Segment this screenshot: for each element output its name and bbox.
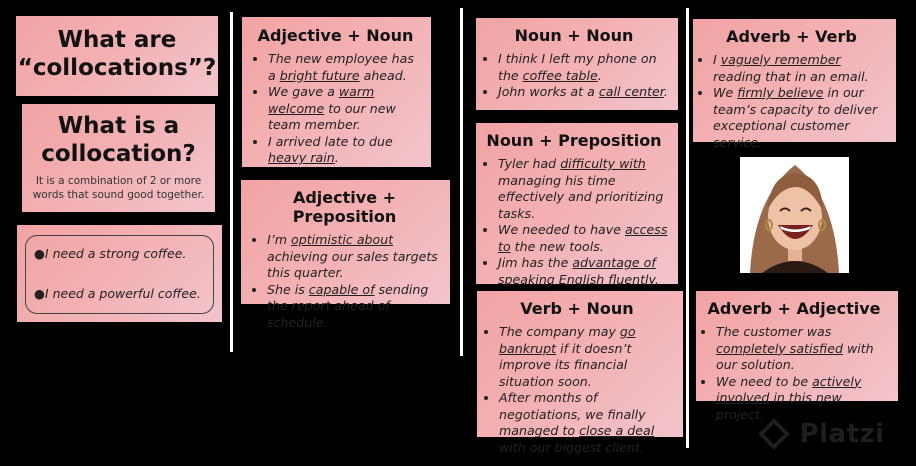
example-sentence xyxy=(498,255,670,288)
sentence-text: . xyxy=(334,150,339,165)
card-title-adjective-noun: Adjective + Noun xyxy=(257,26,414,45)
card-adverb-verb xyxy=(693,19,896,150)
sentence-text: After months of negotiations, we finally managed to xyxy=(499,390,646,438)
sentence-text: The new employee has a xyxy=(268,51,414,83)
sentence-text: in our team’s capacity to deliver exceptional customer service. xyxy=(713,85,878,150)
sentence-text: if it doesn’t improve its financial situation soon. xyxy=(499,340,632,389)
collocation-definition: It is a combination of 2 or more words that sound good together. xyxy=(32,175,205,201)
card-title-adverb-adjective: Adverb + Adjective xyxy=(707,299,881,318)
example-sentence xyxy=(499,324,675,390)
sentence-text: managing his time effectively and prioritizing tasks. xyxy=(498,172,664,221)
teacher-photo xyxy=(740,157,849,273)
examples-noun-preposition xyxy=(478,156,670,288)
platzi-wordmark: Platzi xyxy=(799,419,885,449)
sentence-text: reading that in an email. xyxy=(713,68,869,84)
sentence-text: She is xyxy=(267,281,309,297)
example-sentence xyxy=(268,134,423,167)
card-title-noun-noun: Noun + Noun xyxy=(514,26,634,45)
example-card xyxy=(17,225,222,322)
card-adjective-preposition xyxy=(241,180,450,330)
example-sentence xyxy=(498,222,670,255)
example-sentence xyxy=(713,52,890,85)
example-sentence xyxy=(267,232,442,282)
example-sentence xyxy=(268,51,423,84)
example-sentence xyxy=(716,374,892,424)
examples-noun-noun xyxy=(478,51,670,101)
sentence-text: in this new project. xyxy=(716,390,842,422)
examples-adjective-noun xyxy=(248,51,423,167)
collocation-highlight: close a deal xyxy=(579,423,655,438)
laughing-woman-illustration xyxy=(740,157,849,273)
examples-verb-noun xyxy=(479,324,675,456)
card-noun-noun xyxy=(476,18,678,110)
example-sentence xyxy=(713,85,890,151)
example-sentence xyxy=(268,84,423,134)
sentence-text: John works at a xyxy=(498,84,599,99)
example-sentence xyxy=(499,390,675,456)
collocation-highlight: actively involved xyxy=(716,373,862,405)
example-sentence xyxy=(498,84,670,101)
collocation-highlight: coffee table xyxy=(522,67,598,83)
collocation-highlight: completely satisfied xyxy=(716,340,843,356)
sentence-text: I xyxy=(713,52,721,67)
collocation-highlight: firmly believe xyxy=(737,85,824,100)
sentence-text: the new tools. xyxy=(510,238,604,254)
example-strong-coffee: ●I need a strong coffee. xyxy=(34,246,187,261)
platzi-logo-icon xyxy=(758,418,790,450)
card-adjective-noun xyxy=(242,17,431,167)
collocation-highlight: access to xyxy=(498,222,668,254)
card-adverb-adjective xyxy=(696,291,898,422)
sentence-text: speaking English fluently. xyxy=(498,271,660,287)
collocation-highlight: heavy rain xyxy=(268,150,335,165)
sentence-text: I think I left my phone on the xyxy=(498,51,657,83)
card-verb-noun xyxy=(477,291,683,455)
examples-adjective-preposition xyxy=(247,232,442,331)
collocation-highlight: call center xyxy=(598,84,664,99)
example-sentence xyxy=(498,51,670,84)
sentence-text: We needed to have xyxy=(498,222,625,237)
column-divider-3 xyxy=(686,8,689,448)
collocation-highlight: optimistic about xyxy=(291,232,394,247)
question-singular: What is a collocation? xyxy=(41,113,196,167)
question-plural: What are “collocations”? xyxy=(17,27,217,81)
sentence-text: We xyxy=(713,85,738,100)
card-title-adjective-preposition: Adjective + Preposition xyxy=(292,188,397,226)
sentence-text: achieving our sales targets this quarter. xyxy=(267,248,438,280)
sentence-text: The company may xyxy=(499,324,620,339)
collocation-highlight: bright future xyxy=(279,67,360,83)
examples-adverb-adjective xyxy=(696,324,892,423)
sentence-text: Jim has the xyxy=(498,255,573,270)
card-noun-preposition xyxy=(476,123,678,287)
sentence-text: . xyxy=(597,67,602,83)
column-divider-1 xyxy=(230,12,233,352)
example-box xyxy=(25,235,214,314)
sentence-text: I arrived late to due xyxy=(268,133,393,149)
sentence-text: Tyler had xyxy=(498,156,561,171)
collocation-highlight: warm welcome xyxy=(268,84,375,116)
card-title-noun-preposition: Noun + Preposition xyxy=(486,131,662,150)
sentence-text: I’m xyxy=(267,232,291,247)
sentence-text: . xyxy=(663,84,668,99)
example-sentence xyxy=(716,324,892,374)
column-divider-2 xyxy=(460,8,463,356)
sentence-text: We need to be xyxy=(716,373,813,389)
example-sentence xyxy=(267,282,442,332)
example-sentence xyxy=(498,156,670,222)
collocation-highlight: go bankrupt xyxy=(499,324,636,356)
platzi-watermark xyxy=(758,418,885,450)
question-card-plural xyxy=(16,16,218,96)
card-title-verb-noun: Verb + Noun xyxy=(520,299,634,318)
sentence-text: with our biggest client. xyxy=(499,439,644,455)
card-title-adverb-verb: Adverb + Verb xyxy=(726,27,857,46)
collocation-highlight: difficulty with xyxy=(560,156,646,171)
sentence-text: We gave a xyxy=(268,84,339,99)
collocation-highlight: advantage of xyxy=(572,255,656,270)
sentence-text: ahead. xyxy=(359,67,407,83)
sentence-text: to our new team member. xyxy=(268,100,396,132)
example-powerful-coffee: ●I need a powerful coffee. xyxy=(34,286,201,301)
sentence-text: sending the report ahead of schedule. xyxy=(267,281,429,330)
sentence-text: The customer was xyxy=(716,324,832,339)
collocation-highlight: vaguely remember xyxy=(720,52,841,67)
collocation-highlight: capable of xyxy=(308,281,375,297)
examples-adverb-verb xyxy=(693,52,890,151)
sentence-text: with our solution. xyxy=(716,340,874,372)
question-card-singular xyxy=(22,104,215,212)
